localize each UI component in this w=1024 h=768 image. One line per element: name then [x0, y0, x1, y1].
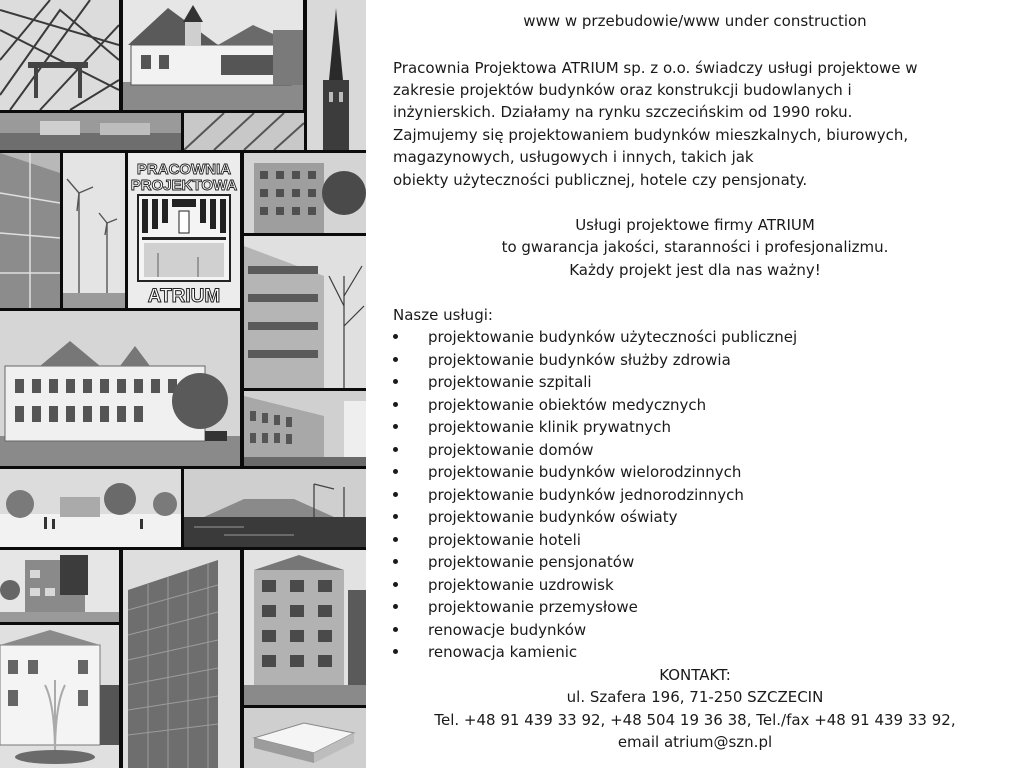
- bullet-icon: [393, 462, 401, 470]
- photo-apartment-balconies: [244, 550, 366, 705]
- bullet-icon: [393, 327, 401, 335]
- service-item: renowacje budynków: [428, 621, 587, 639]
- logo-text-line2: PROJEKTOWA: [130, 177, 238, 194]
- service-item: projektowanie szpitali: [428, 373, 592, 391]
- contact-email[interactable]: email atrium@szn.pl: [617, 733, 773, 751]
- photo-villa-fountain: [0, 625, 119, 768]
- logo-text-line3: ATRIUM: [147, 286, 221, 307]
- bullet-icon: [393, 552, 401, 560]
- photo-modern-office: [244, 236, 366, 388]
- services-title: Nasze usługi:: [393, 306, 493, 324]
- bullet-icon: [393, 395, 401, 403]
- bullet-icon: [393, 440, 401, 448]
- bullet-icon: [393, 372, 401, 380]
- photo-apartment-block: [244, 153, 366, 233]
- intro-line: zakresie projektów budynków oraz konstrukcji budowlanych i: [393, 81, 852, 99]
- photo-glass-detail: [184, 113, 304, 150]
- bullet-icon: [393, 507, 401, 515]
- photo-interior: [0, 153, 60, 308]
- service-item: projektowanie domów: [428, 441, 594, 459]
- bullet-icon: [393, 575, 401, 583]
- bullet-icon: [393, 417, 401, 425]
- service-item: renowacja kamienic: [428, 643, 578, 661]
- bullet-icon: [393, 620, 401, 628]
- service-item: projektowanie klinik prywatnych: [428, 418, 672, 436]
- intro-line: Zajmujemy się projektowaniem budynków mieszkalnych, biurowych,: [393, 126, 909, 144]
- bullet-icon: [393, 485, 401, 493]
- intro-line: obiekty użyteczności publicznej, hotele czy pensjonaty.: [393, 171, 808, 189]
- photo-plaza-render: [0, 469, 181, 547]
- contact-title: KONTAKT:: [659, 666, 731, 684]
- intro-line: inżynierskich. Działamy na rynku szczecińskim od 1990 roku.: [393, 103, 853, 121]
- service-item: projektowanie hoteli: [428, 531, 581, 549]
- slogan-line: to gwarancja jakości, staranności i profesjonalizmu.: [501, 238, 889, 256]
- logo-text-line1: PRACOWNIA: [136, 161, 232, 178]
- bullet-icon: [393, 642, 401, 650]
- slogan-line: Każdy projekt jest dla nas ważny!: [569, 261, 821, 279]
- service-item: projektowanie pensjonatów: [428, 553, 635, 571]
- photo-wind-turbines: [63, 153, 125, 308]
- service-item: projektowanie budynków służby zdrowia: [428, 351, 731, 369]
- bullet-icon: [393, 350, 401, 358]
- photo-collage: [0, 0, 366, 768]
- photo-atrium-strip: [0, 113, 181, 150]
- bullet-icon: [393, 597, 401, 605]
- text-panel: [366, 0, 1024, 768]
- slogan-line: Usługi projektowe firmy ATRIUM: [575, 216, 815, 234]
- photo-modern-residential: [0, 550, 119, 622]
- photo-architectural-model: [244, 708, 366, 768]
- intro-line: magazynowych, usługowych i innych, takich jak: [393, 148, 754, 166]
- construction-notice: www w przebudowie/www under construction: [523, 12, 867, 30]
- contact-phones: Tel. +48 91 439 33 92, +48 504 19 36 38, Tel./fax +48 91 439 33 92,: [434, 711, 956, 729]
- service-item: projektowanie obiektów medycznych: [428, 396, 707, 414]
- intro-line: Pracownia Projektowa ATRIUM sp. z o.o. świadczy usługi projektowe w: [393, 59, 918, 77]
- service-item: projektowanie uzdrowisk: [428, 576, 614, 594]
- bullet-icon: [393, 530, 401, 538]
- photo-church-spire: [307, 0, 366, 150]
- photo-grid-facade: [123, 550, 240, 768]
- photo-palace-building: [0, 311, 240, 466]
- service-item: projektowanie budynków wielorodzinnych: [428, 463, 742, 481]
- service-item: projektowanie przemysłowe: [428, 598, 638, 616]
- service-item: projektowanie budynków jednorodzinnych: [428, 486, 744, 504]
- service-item: projektowanie budynków użyteczności publicznej: [428, 328, 798, 346]
- contact-address: ul. Szafera 196, 71-250 SZCZECIN: [566, 688, 824, 706]
- service-item: projektowanie budynków oświaty: [428, 508, 678, 526]
- photo-steel-structure: [0, 0, 119, 110]
- photo-waterfront: [184, 469, 366, 547]
- photo-street: [244, 391, 366, 466]
- photo-villa: [123, 0, 303, 110]
- logo-atrium: [128, 153, 240, 308]
